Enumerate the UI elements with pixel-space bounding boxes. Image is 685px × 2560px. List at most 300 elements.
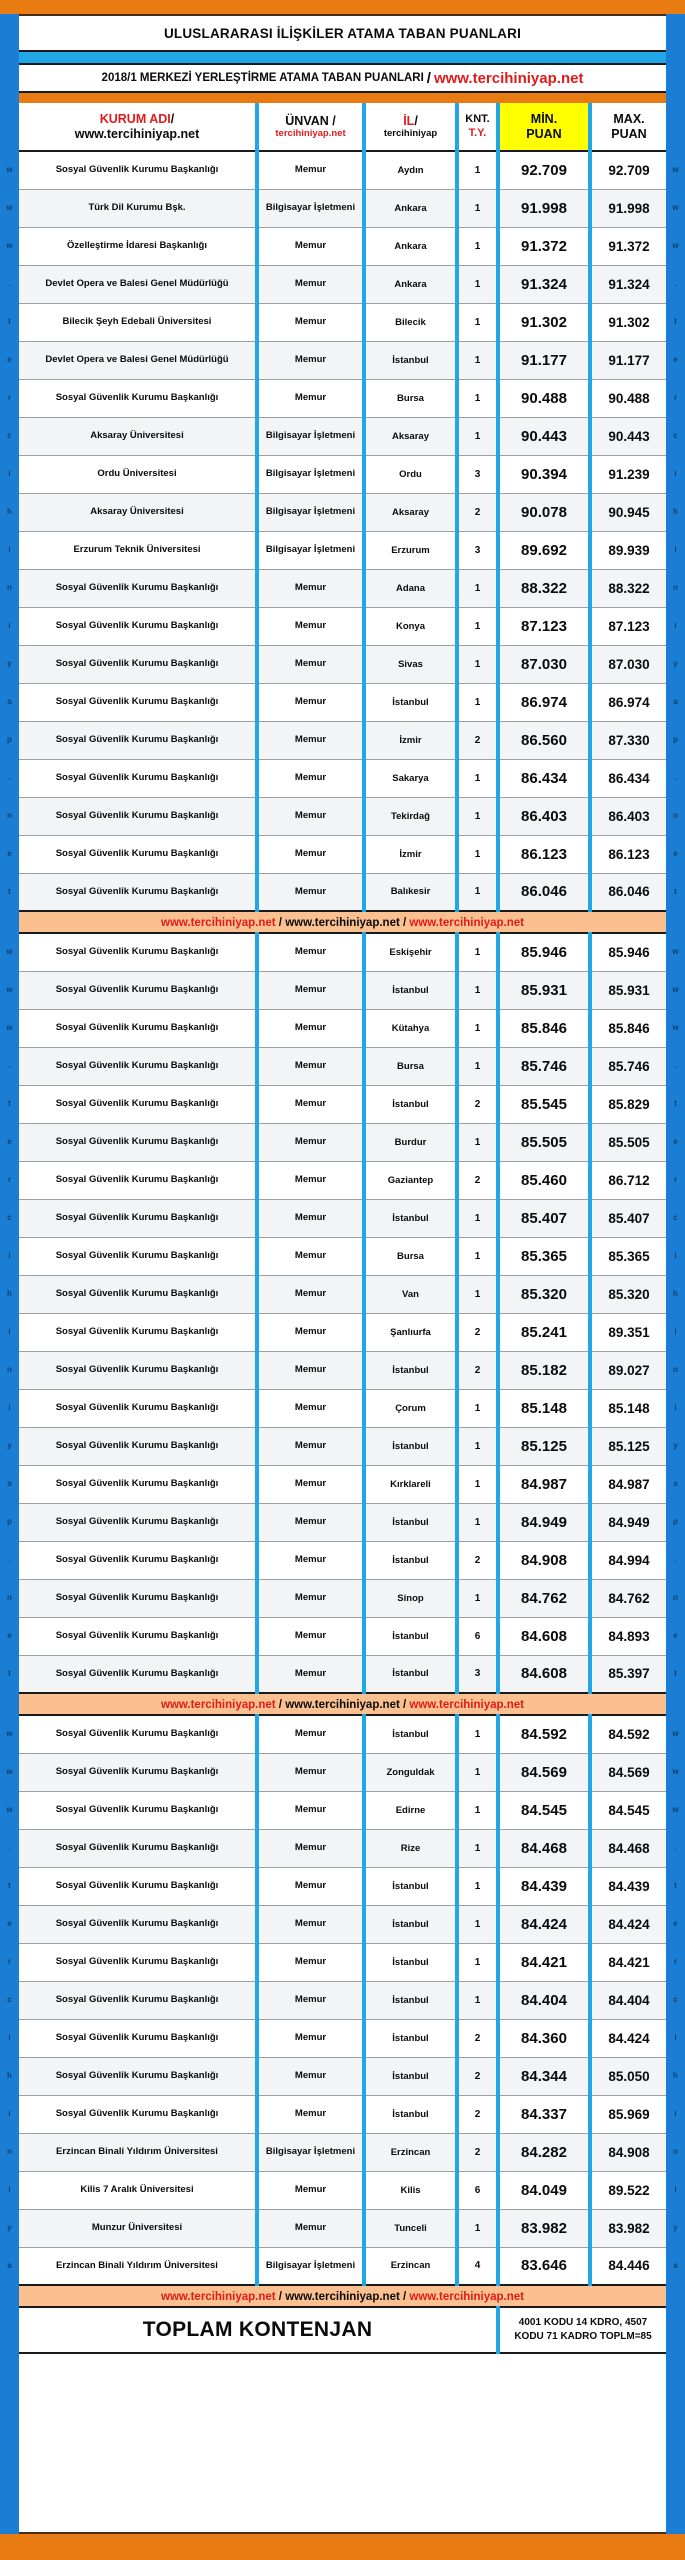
right-rail-letter: . (674, 279, 677, 288)
cell-unvan: Memur (257, 1161, 364, 1199)
cell-kontenjan: 1 (457, 1905, 498, 1943)
left-rail-letter: e (7, 1137, 12, 1146)
table-row[interactable] (19, 1943, 666, 1981)
cell-min-puan: 84.949 (498, 1503, 590, 1541)
table-row[interactable] (19, 721, 666, 759)
total-kontenjan-cell (19, 2307, 498, 2353)
table-row[interactable] (19, 1655, 666, 1693)
cell-unvan: Memur (257, 2019, 364, 2057)
cell-il: İzmir (364, 835, 457, 873)
cell-kontenjan: 2 (457, 2057, 498, 2095)
cell-min-puan: 86.560 (498, 721, 590, 759)
cell-unvan: Memur (257, 1617, 364, 1655)
cell-kurum-adi: Sosyal Güvenlik Kurumu Başkanlığı (19, 873, 257, 911)
table-row[interactable] (19, 2095, 666, 2133)
cell-min-puan: 85.505 (498, 1123, 590, 1161)
bottom-orange-frame (0, 2534, 685, 2560)
table-row[interactable] (19, 1829, 666, 1867)
cell-unvan: Memur (257, 835, 364, 873)
table-row[interactable] (19, 1503, 666, 1541)
cell-min-puan: 84.569 (498, 1753, 590, 1791)
cell-unvan: Memur (257, 1503, 364, 1541)
right-rail-letter: i (674, 2185, 677, 2194)
cell-il: İstanbul (364, 1427, 457, 1465)
table-row[interactable] (19, 1791, 666, 1829)
cell-kurum-adi: Erzincan Binali Yıldırım Üniversitesi (19, 2247, 257, 2285)
cell-unvan: Bilgisayar İşletmeni (257, 417, 364, 455)
table-row[interactable] (19, 303, 666, 341)
cell-kurum-adi: Sosyal Güvenlik Kurumu Başkanlığı (19, 1389, 257, 1427)
table-row[interactable] (19, 933, 666, 971)
right-rail-letter: r (673, 393, 678, 402)
table-row[interactable] (19, 1867, 666, 1905)
cell-min-puan: 86.434 (498, 759, 590, 797)
table-row[interactable] (19, 1715, 666, 1753)
right-watermark-rail (666, 14, 685, 2534)
right-rail-letter: i (674, 1327, 677, 1336)
right-rail-letter: w (672, 165, 679, 174)
right-rail-letter: i (674, 545, 677, 554)
cell-unvan: Memur (257, 151, 364, 189)
cell-max-puan: 90.443 (590, 417, 666, 455)
table-row[interactable] (19, 227, 666, 265)
cell-max-puan: 87.123 (590, 607, 666, 645)
cell-unvan: Memur (257, 2209, 364, 2247)
cell-il: İstanbul (364, 2019, 457, 2057)
cell-max-puan: 90.488 (590, 379, 666, 417)
cell-il: Edirne (364, 1791, 457, 1829)
cell-max-puan: 85.829 (590, 1085, 666, 1123)
cell-unvan: Memur (257, 1047, 364, 1085)
cell-unvan: Bilgisayar İşletmeni (257, 2133, 364, 2171)
cell-kontenjan: 1 (457, 645, 498, 683)
cell-unvan: Memur (257, 1655, 364, 1693)
left-rail-letter: i (8, 1251, 11, 1260)
cell-max-puan: 90.945 (590, 493, 666, 531)
left-rail-letter: e (7, 849, 12, 858)
left-rail-letter: n (7, 1593, 12, 1602)
cell-unvan: Memur (257, 1199, 364, 1237)
table-row[interactable] (19, 1161, 666, 1199)
cell-il: İstanbul (364, 683, 457, 721)
table-row[interactable] (19, 1351, 666, 1389)
table-row[interactable] (19, 1465, 666, 1503)
cell-kurum-adi: Sosyal Güvenlik Kurumu Başkanlığı (19, 1503, 257, 1541)
cell-max-puan: 86.434 (590, 759, 666, 797)
cell-kontenjan: 1 (457, 1047, 498, 1085)
cell-kurum-adi: Sosyal Güvenlik Kurumu Başkanlığı (19, 569, 257, 607)
table-row[interactable] (19, 1199, 666, 1237)
left-rail-letter: i (8, 1403, 11, 1412)
left-rail-letter: i (8, 2185, 11, 2194)
table-row[interactable] (19, 1313, 666, 1351)
table-row[interactable] (19, 1905, 666, 1943)
left-rail-letter: . (8, 1555, 11, 1564)
right-rail-letter: t (674, 1669, 677, 1678)
cell-il: İstanbul (364, 971, 457, 1009)
right-rail-letter: w (672, 241, 679, 250)
table-row[interactable] (19, 2019, 666, 2057)
cell-min-puan: 85.931 (498, 971, 590, 1009)
left-rail-letter: n (7, 2147, 12, 2156)
cell-unvan: Memur (257, 971, 364, 1009)
cell-unvan: Memur (257, 1943, 364, 1981)
table-row[interactable] (19, 1237, 666, 1275)
cell-min-puan: 85.946 (498, 933, 590, 971)
cell-min-puan: 84.421 (498, 1943, 590, 1981)
cell-il: Şanlıurfa (364, 1313, 457, 1351)
cell-kurum-adi: Sosyal Güvenlik Kurumu Başkanlığı (19, 1427, 257, 1465)
body-wrapper (0, 14, 685, 2534)
cell-unvan: Memur (257, 1579, 364, 1617)
cell-max-puan: 84.762 (590, 1579, 666, 1617)
table-row[interactable] (19, 2247, 666, 2285)
table-row[interactable] (19, 2209, 666, 2247)
left-rail-letter: w (6, 1023, 13, 1032)
cell-kontenjan: 1 (457, 933, 498, 971)
cell-max-puan: 84.545 (590, 1791, 666, 1829)
right-rail-letter: . (674, 1555, 677, 1564)
cell-il: Eskişehir (364, 933, 457, 971)
cell-kontenjan: 1 (457, 1579, 498, 1617)
cell-kontenjan: 2 (457, 2019, 498, 2057)
left-rail-letter: r (7, 1957, 12, 1966)
table-row[interactable] (19, 1753, 666, 1791)
cell-il: Erzincan (364, 2133, 457, 2171)
cell-il: Konya (364, 607, 457, 645)
right-rail-letter: e (673, 1137, 678, 1146)
cell-unvan: Bilgisayar İşletmeni (257, 455, 364, 493)
left-rail-letter: c (7, 1995, 12, 2004)
cell-kurum-adi: Devlet Opera ve Balesi Genel Müdürlüğü (19, 341, 257, 379)
cell-min-puan: 84.439 (498, 1867, 590, 1905)
cell-unvan: Memur (257, 1753, 364, 1791)
table-row[interactable] (19, 1275, 666, 1313)
cell-unvan: Memur (257, 303, 364, 341)
cell-il: Kilis (364, 2171, 457, 2209)
table-row[interactable] (19, 417, 666, 455)
cell-min-puan: 91.998 (498, 189, 590, 227)
cell-kurum-adi: Sosyal Güvenlik Kurumu Başkanlığı (19, 1829, 257, 1867)
cell-il: Bursa (364, 1047, 457, 1085)
left-rail-letter: w (6, 985, 13, 994)
unvan-header-site: tercihiniyap.net (275, 127, 346, 139)
cell-max-puan: 86.123 (590, 835, 666, 873)
unvan-header-label: ÜNVAN / (285, 113, 336, 128)
watermark-banner-row (19, 1693, 666, 1715)
cell-max-puan: 84.421 (590, 1943, 666, 1981)
cell-unvan: Memur (257, 1715, 364, 1753)
cell-il: Sakarya (364, 759, 457, 797)
table-row[interactable] (19, 683, 666, 721)
cell-kurum-adi: Sosyal Güvenlik Kurumu Başkanlığı (19, 1161, 257, 1199)
cell-min-puan: 85.241 (498, 1313, 590, 1351)
cell-max-puan: 84.424 (590, 1905, 666, 1943)
cell-kontenjan: 1 (457, 569, 498, 607)
right-rail-letter: w (672, 203, 679, 212)
cell-kontenjan: 2 (457, 721, 498, 759)
left-rail-letter: . (8, 1061, 11, 1070)
table-row[interactable] (19, 1541, 666, 1579)
left-rail-letter: i (8, 545, 11, 554)
left-rail-letter: t (8, 1669, 11, 1678)
cell-kurum-adi: Sosyal Güvenlik Kurumu Başkanlığı (19, 797, 257, 835)
cell-kontenjan: 1 (457, 227, 498, 265)
table-row[interactable] (19, 341, 666, 379)
cell-kurum-adi: Sosyal Güvenlik Kurumu Başkanlığı (19, 759, 257, 797)
left-rail-letter: y (7, 659, 12, 668)
left-rail-letter: w (6, 1767, 13, 1776)
cell-kurum-adi: Sosyal Güvenlik Kurumu Başkanlığı (19, 1199, 257, 1237)
right-rail-letter: w (672, 947, 679, 956)
cell-min-puan: 91.177 (498, 341, 590, 379)
right-rail-letter: p (673, 1517, 678, 1526)
cell-max-puan: 85.407 (590, 1199, 666, 1237)
table-row[interactable] (19, 835, 666, 873)
cell-unvan: Memur (257, 1981, 364, 2019)
cell-il: Zonguldak (364, 1753, 457, 1791)
cell-kurum-adi: Sosyal Güvenlik Kurumu Başkanlığı (19, 2095, 257, 2133)
cell-kurum-adi: Sosyal Güvenlik Kurumu Başkanlığı (19, 1753, 257, 1791)
left-rail-letter: . (8, 773, 11, 782)
table-row[interactable] (19, 1617, 666, 1655)
cell-kontenjan: 1 (457, 265, 498, 303)
right-rail-letter: w (672, 1767, 679, 1776)
table-row[interactable] (19, 873, 666, 911)
right-rail-letter: i (674, 1403, 677, 1412)
cell-min-puan: 84.608 (498, 1655, 590, 1693)
max-header-l1: MAX. (613, 112, 645, 127)
table-row[interactable] (19, 493, 666, 531)
left-rail-letter: h (7, 2071, 12, 2080)
cell-max-puan: 89.027 (590, 1351, 666, 1389)
cell-il: Bursa (364, 1237, 457, 1275)
cell-min-puan: 90.443 (498, 417, 590, 455)
table-row[interactable] (19, 265, 666, 303)
cell-min-puan: 85.148 (498, 1389, 590, 1427)
cell-kontenjan: 1 (457, 797, 498, 835)
cell-max-puan: 83.982 (590, 2209, 666, 2247)
cell-kontenjan: 1 (457, 1237, 498, 1275)
cell-il: İstanbul (364, 1199, 457, 1237)
cell-kurum-adi: Sosyal Güvenlik Kurumu Başkanlığı (19, 1351, 257, 1389)
left-rail-letter: i (8, 1327, 11, 1336)
cell-kurum-adi: Bilecik Şeyh Edebali Üniversitesi (19, 303, 257, 341)
cell-unvan: Memur (257, 1867, 364, 1905)
cell-min-puan: 83.982 (498, 2209, 590, 2247)
cell-unvan: Memur (257, 873, 364, 911)
cell-max-puan: 84.994 (590, 1541, 666, 1579)
table-footer-row (19, 2307, 666, 2353)
table-row[interactable] (19, 2133, 666, 2171)
cell-kontenjan: 2 (457, 1313, 498, 1351)
left-rail-letter: w (6, 241, 13, 250)
cell-max-puan: 85.050 (590, 2057, 666, 2095)
left-rail-letter: w (6, 165, 13, 174)
table-row[interactable] (19, 151, 666, 189)
cell-min-puan: 85.746 (498, 1047, 590, 1085)
cell-il: İstanbul (364, 2095, 457, 2133)
right-rail-letter: i (674, 2033, 677, 2042)
cell-max-puan: 91.302 (590, 303, 666, 341)
cell-kontenjan: 1 (457, 873, 498, 911)
cell-min-puan: 85.846 (498, 1009, 590, 1047)
table-row[interactable] (19, 189, 666, 227)
cell-unvan: Memur (257, 227, 364, 265)
kurum-header-slash: / (170, 112, 175, 127)
cell-max-puan: 85.125 (590, 1427, 666, 1465)
kurum-header-site: www.tercihiniyap.net (74, 126, 200, 141)
right-rail-letter: c (673, 1995, 678, 2004)
cell-kurum-adi: Sosyal Güvenlik Kurumu Başkanlığı (19, 1981, 257, 2019)
table-row[interactable] (19, 1427, 666, 1465)
left-rail-letter: i (8, 469, 11, 478)
cell-unvan: Memur (257, 1427, 364, 1465)
cell-unvan: Memur (257, 607, 364, 645)
table-row[interactable] (19, 1389, 666, 1427)
table-row[interactable] (19, 569, 666, 607)
table-row[interactable] (19, 1047, 666, 1085)
cell-unvan: Memur (257, 721, 364, 759)
table-row[interactable] (19, 971, 666, 1009)
left-rail-letter: c (7, 431, 12, 440)
left-rail-letter: t (8, 887, 11, 896)
cell-kurum-adi: Sosyal Güvenlik Kurumu Başkanlığı (19, 1465, 257, 1503)
cell-kontenjan: 1 (457, 379, 498, 417)
table-row[interactable] (19, 607, 666, 645)
table-row[interactable] (19, 759, 666, 797)
cell-max-puan: 84.987 (590, 1465, 666, 1503)
cell-il: Ordu (364, 455, 457, 493)
right-rail-letter: h (673, 1289, 678, 1298)
column-header-il (364, 103, 457, 151)
min-header-l1: MİN. (530, 112, 558, 127)
cell-kontenjan: 1 (457, 1867, 498, 1905)
cell-kontenjan: 1 (457, 1503, 498, 1541)
left-rail-letter: w (6, 1729, 13, 1738)
cell-kurum-adi: Sosyal Güvenlik Kurumu Başkanlığı (19, 1715, 257, 1753)
left-rail-letter: e (7, 1631, 12, 1640)
cell-max-puan: 85.969 (590, 2095, 666, 2133)
cell-kurum-adi: Sosyal Güvenlik Kurumu Başkanlığı (19, 151, 257, 189)
table-row[interactable] (19, 2171, 666, 2209)
right-rail-letter: n (673, 811, 678, 820)
table-row[interactable] (19, 1123, 666, 1161)
cell-kurum-adi: Erzincan Binali Yıldırım Üniversitesi (19, 2133, 257, 2171)
right-rail-letter: i (674, 621, 677, 630)
cell-il: İstanbul (364, 1943, 457, 1981)
right-rail-letter: a (673, 697, 678, 706)
cell-kontenjan: 2 (457, 1351, 498, 1389)
table-row[interactable] (19, 1009, 666, 1047)
cell-il: Kütahya (364, 1009, 457, 1047)
cell-min-puan: 86.403 (498, 797, 590, 835)
right-rail-letter: e (673, 1631, 678, 1640)
cell-max-puan: 89.522 (590, 2171, 666, 2209)
right-rail-letter: i (674, 2109, 677, 2118)
left-rail-letter: r (7, 393, 12, 402)
left-rail-letter: t (8, 1881, 11, 1890)
table-row[interactable] (19, 531, 666, 569)
cell-min-puan: 90.078 (498, 493, 590, 531)
cell-il: Van (364, 1275, 457, 1313)
left-rail-letter: i (8, 2109, 11, 2118)
cell-max-puan: 89.351 (590, 1313, 666, 1351)
right-rail-letter: y (673, 2223, 678, 2232)
table-row[interactable] (19, 455, 666, 493)
cell-kontenjan: 1 (457, 1389, 498, 1427)
column-header-min-puan (498, 103, 590, 151)
table-row[interactable] (19, 1981, 666, 2019)
cell-kurum-adi: Sosyal Güvenlik Kurumu Başkanlığı (19, 1123, 257, 1161)
cell-kurum-adi: Sosyal Güvenlik Kurumu Başkanlığı (19, 1867, 257, 1905)
page-title-row (19, 16, 666, 52)
table-row[interactable] (19, 797, 666, 835)
cell-unvan: Memur (257, 1389, 364, 1427)
left-rail-letter: a (7, 1479, 12, 1488)
table-row[interactable] (19, 1579, 666, 1617)
cell-min-puan: 85.125 (498, 1427, 590, 1465)
table-row[interactable] (19, 1085, 666, 1123)
cell-max-puan: 91.324 (590, 265, 666, 303)
cell-il: İstanbul (364, 1981, 457, 2019)
table-row[interactable] (19, 2057, 666, 2095)
cell-il: İstanbul (364, 341, 457, 379)
subtitle-site-link[interactable]: www.tercihiniyap.net (433, 69, 584, 87)
cell-min-puan: 91.302 (498, 303, 590, 341)
cell-max-puan: 92.709 (590, 151, 666, 189)
right-rail-letter: n (673, 583, 678, 592)
table-row[interactable] (19, 379, 666, 417)
cell-min-puan: 84.337 (498, 2095, 590, 2133)
cell-kontenjan: 1 (457, 1753, 498, 1791)
cell-kontenjan: 1 (457, 607, 498, 645)
left-rail-letter: h (7, 1289, 12, 1298)
cell-kontenjan: 1 (457, 1829, 498, 1867)
cell-min-puan: 91.324 (498, 265, 590, 303)
cell-il: İstanbul (364, 1617, 457, 1655)
watermark-banner-text: www.tercihiniyap.net / www.tercihiniyap.net / www.tercihiniyap.net (161, 917, 524, 929)
cell-min-puan: 83.646 (498, 2247, 590, 2285)
cell-il: Gaziantep (364, 1161, 457, 1199)
cell-min-puan: 84.468 (498, 1829, 590, 1867)
table-row[interactable] (19, 645, 666, 683)
cell-kontenjan: 3 (457, 455, 498, 493)
cell-kontenjan: 6 (457, 1617, 498, 1655)
cell-kontenjan: 6 (457, 2171, 498, 2209)
cell-min-puan: 87.030 (498, 645, 590, 683)
cell-max-puan: 89.939 (590, 531, 666, 569)
cell-unvan: Memur (257, 569, 364, 607)
cell-min-puan: 85.407 (498, 1199, 590, 1237)
right-rail-letter: . (674, 773, 677, 782)
left-rail-letter: c (7, 1213, 12, 1222)
left-rail-letter: i (8, 621, 11, 630)
cell-unvan: Memur (257, 1791, 364, 1829)
cell-kurum-adi: Sosyal Güvenlik Kurumu Başkanlığı (19, 1905, 257, 1943)
top-orange-frame (0, 0, 685, 14)
cell-max-puan: 85.946 (590, 933, 666, 971)
cell-kontenjan: 1 (457, 1123, 498, 1161)
content-sheet (19, 14, 666, 2534)
cell-kurum-adi: Sosyal Güvenlik Kurumu Başkanlığı (19, 721, 257, 759)
cell-kontenjan: 2 (457, 2133, 498, 2171)
cell-il: Sinop (364, 1579, 457, 1617)
cell-kontenjan: 1 (457, 1465, 498, 1503)
right-rail-letter: a (673, 2261, 678, 2270)
cell-min-puan: 84.545 (498, 1791, 590, 1829)
right-rail-letter: n (673, 1365, 678, 1374)
